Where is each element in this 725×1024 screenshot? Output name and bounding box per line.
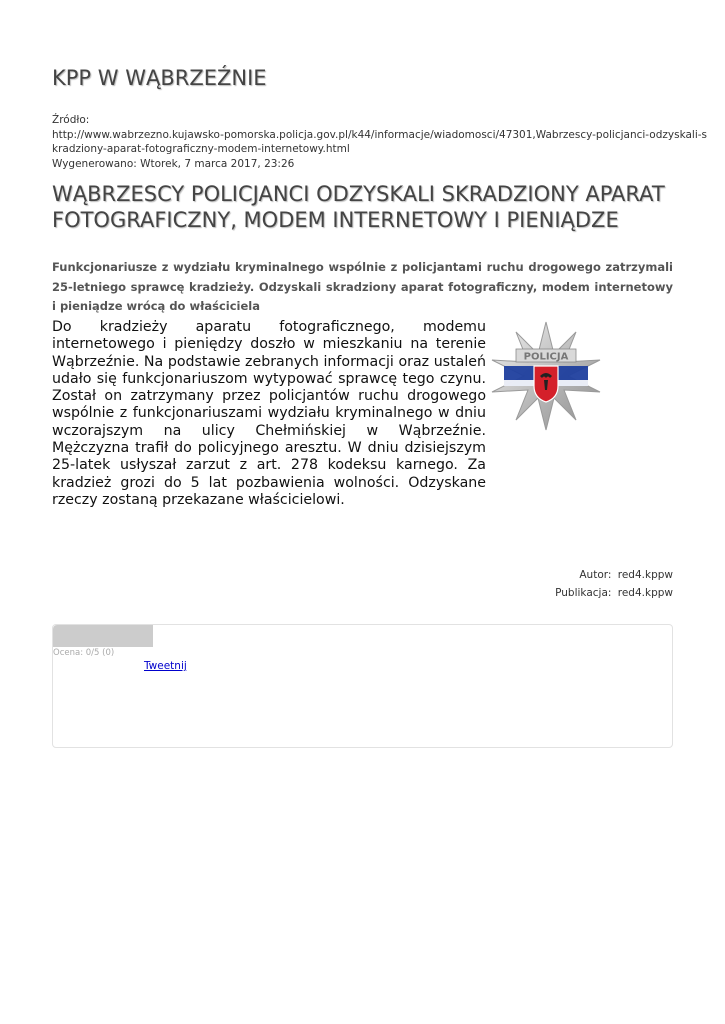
source-url-line-1: http://www.wabrzezno.kujawsko-pomorska.policja.gov.pl/k44/informacje/wiadomosci/47301,Wabrzescy-policjanci-odzyskali-s [52, 128, 708, 141]
rating-panel [52, 624, 673, 748]
publication-label: Publikacja: [555, 586, 612, 599]
source-block [52, 113, 708, 171]
tweet-link[interactable]: Tweetnij [144, 660, 187, 672]
badge-text: POLICJA [523, 351, 569, 363]
rating-stars-bar[interactable] [53, 625, 153, 647]
source-label: Źródło: [52, 114, 90, 126]
publication-line [552, 585, 673, 603]
generated-timestamp: Wygenerowano: Wtorek, 7 marca 2017, 23:26 [52, 157, 295, 170]
author-label: Autor: [579, 569, 612, 581]
site-title: KPP W WĄBRZEŹNIE [52, 66, 267, 90]
article-meta [552, 567, 673, 602]
source-url-line-2: kradziony-aparat-fotograficzny-modem-internetowy.html [52, 143, 350, 155]
rating-text: Ocena: 0/5 (0) [53, 648, 115, 658]
article-lead: Funkcjonariusze z wydziału kryminalnego wspólnie z policjantami ruchu drogowego zatrzymali 25-letniego sprawcę kradzieży. Odzyskali skradziony aparat fotograficzny, modem internetowy i pieniądze wrócą do właściciela [52, 260, 673, 313]
publication-value: red4.kppw [617, 586, 673, 599]
police-star-badge-icon [490, 320, 602, 432]
author-value: red4.kppw [617, 569, 673, 581]
article-title: WĄBRZESCY POLICJANCI ODZYSKALI SKRADZIONY APARAT FOTOGRAFICZNY, MODEM INTERNETOWY I PIENIĄDZE [52, 182, 665, 232]
article-body: Do kradzieży aparatu fotograficznego, modemu internetowego i pieniędzy doszło w mieszkaniu na terenie Wąbrzeźnie. Na podstawie zebranych informacji oraz ustaleń udało się funkcjonariuszom wytypować sprawcę tego czynu. Został on zatrzymany przez policjantów ruchu drogowego wspólnie z funkcjonariuszami wydziału kryminalnego w dniu wczorajszym na ulicy Chełmińskiej w Wąbrzeźnie. Mężczyzna trafił do policyjnego aresztu. W dniu dzisiejszym 25-latek usłyszał zarzut z art. 278 kodeksu karnego. Za kradzież grozi do 5 lat pozbawienia wolności. Odzyskane rzeczy zostaną przekazane właścicielowi. [52, 319, 486, 508]
author-line [552, 567, 673, 585]
